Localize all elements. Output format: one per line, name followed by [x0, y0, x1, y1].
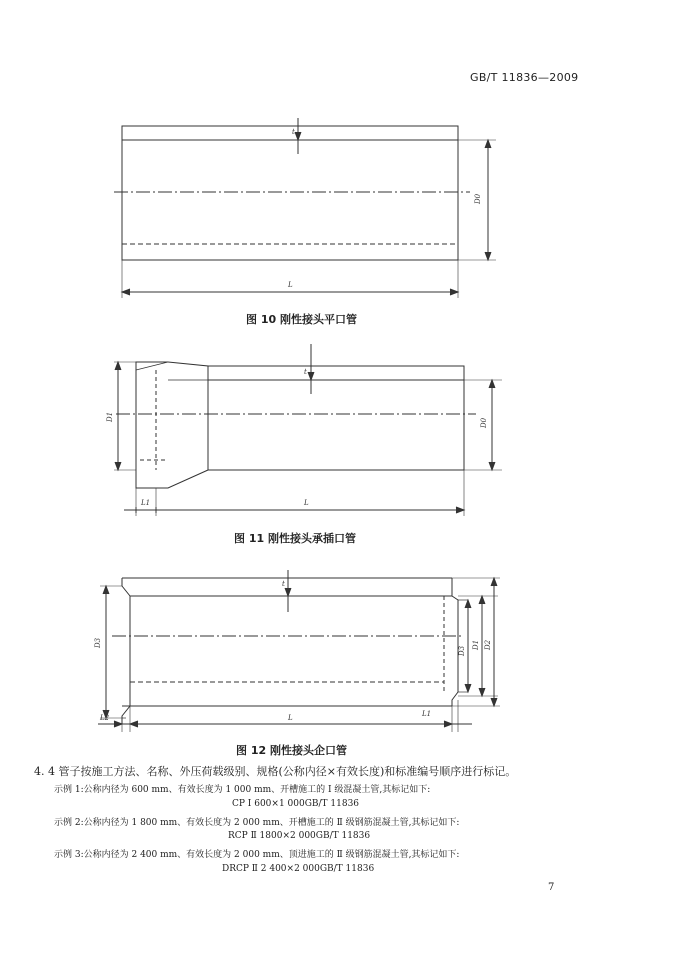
dim-d3-left-label: D3 — [94, 637, 102, 648]
dim-t-label: t — [292, 128, 295, 136]
dim-d0-label: D0 — [474, 193, 482, 204]
figure-10-flat-pipe-drawing — [110, 118, 500, 304]
figure-11-socket-pipe-drawing — [106, 342, 506, 518]
dim-l2-label: L2 — [100, 714, 110, 722]
page-number: 7 — [548, 882, 555, 893]
dim-d1-label: D1 — [106, 411, 114, 422]
dim-l-label: L — [288, 281, 293, 289]
standard-number: GB/T 11836—2009 — [470, 71, 579, 84]
dim-d3-right-label: D3 — [458, 645, 466, 656]
dim-d0-label: D0 — [480, 417, 488, 428]
groove-end-outline — [122, 578, 130, 724]
socket-outline — [136, 362, 208, 488]
tongue-end-outline — [452, 578, 458, 706]
pipe-outline — [122, 126, 458, 260]
example-3-marking: DRCP Ⅱ 2 400×2 000GB/T 11836 — [222, 864, 375, 874]
dim-l-label: L — [288, 714, 293, 722]
dim-t-label: t — [282, 580, 285, 588]
figure-11-caption: 图 11 刚性接头承插口管 — [234, 532, 356, 545]
pipe-barrel — [208, 366, 464, 470]
dim-d1-label: D1 — [472, 639, 480, 650]
figure-12-caption: 图 12 刚性接头企口管 — [236, 744, 347, 757]
example-2-text: 示例 2:公称内径为 1 800 mm、有效长度为 2 000 mm、开槽施工的 Ⅱ 级钢筋混凝土管,其标记如下: — [54, 818, 460, 828]
figure-10-caption: 图 10 刚性接头平口管 — [246, 313, 357, 326]
dim-d2-label: D2 — [484, 639, 492, 650]
example-1-text: 示例 1:公称内径为 600 mm、有效长度为 1 000 mm、开槽施工的 Ⅰ 级混凝土管,其标记如下: — [54, 785, 431, 795]
dim-t-label: t — [304, 368, 307, 376]
example-1-marking: CP Ⅰ 600×1 000GB/T 11836 — [232, 799, 360, 809]
figure-12-tongue-groove-pipe-drawing — [92, 566, 504, 736]
dim-l1-label: L1 — [141, 499, 151, 507]
example-2-marking: RCP Ⅱ 1800×2 000GB/T 11836 — [228, 831, 371, 841]
clause-4-4: 4. 4 管子按施工方法、名称、外压荷载级别、规格(公称内径×有效长度)和标准编号顺序进行标记。 — [34, 765, 517, 778]
example-3-text: 示例 3:公称内径为 2 400 mm、有效长度为 2 000 mm、顶进施工的 Ⅱ 级钢筋混凝土管,其标记如下: — [54, 850, 460, 860]
dim-l-label: L — [304, 499, 309, 507]
dim-l1-label: L1 — [422, 710, 432, 718]
